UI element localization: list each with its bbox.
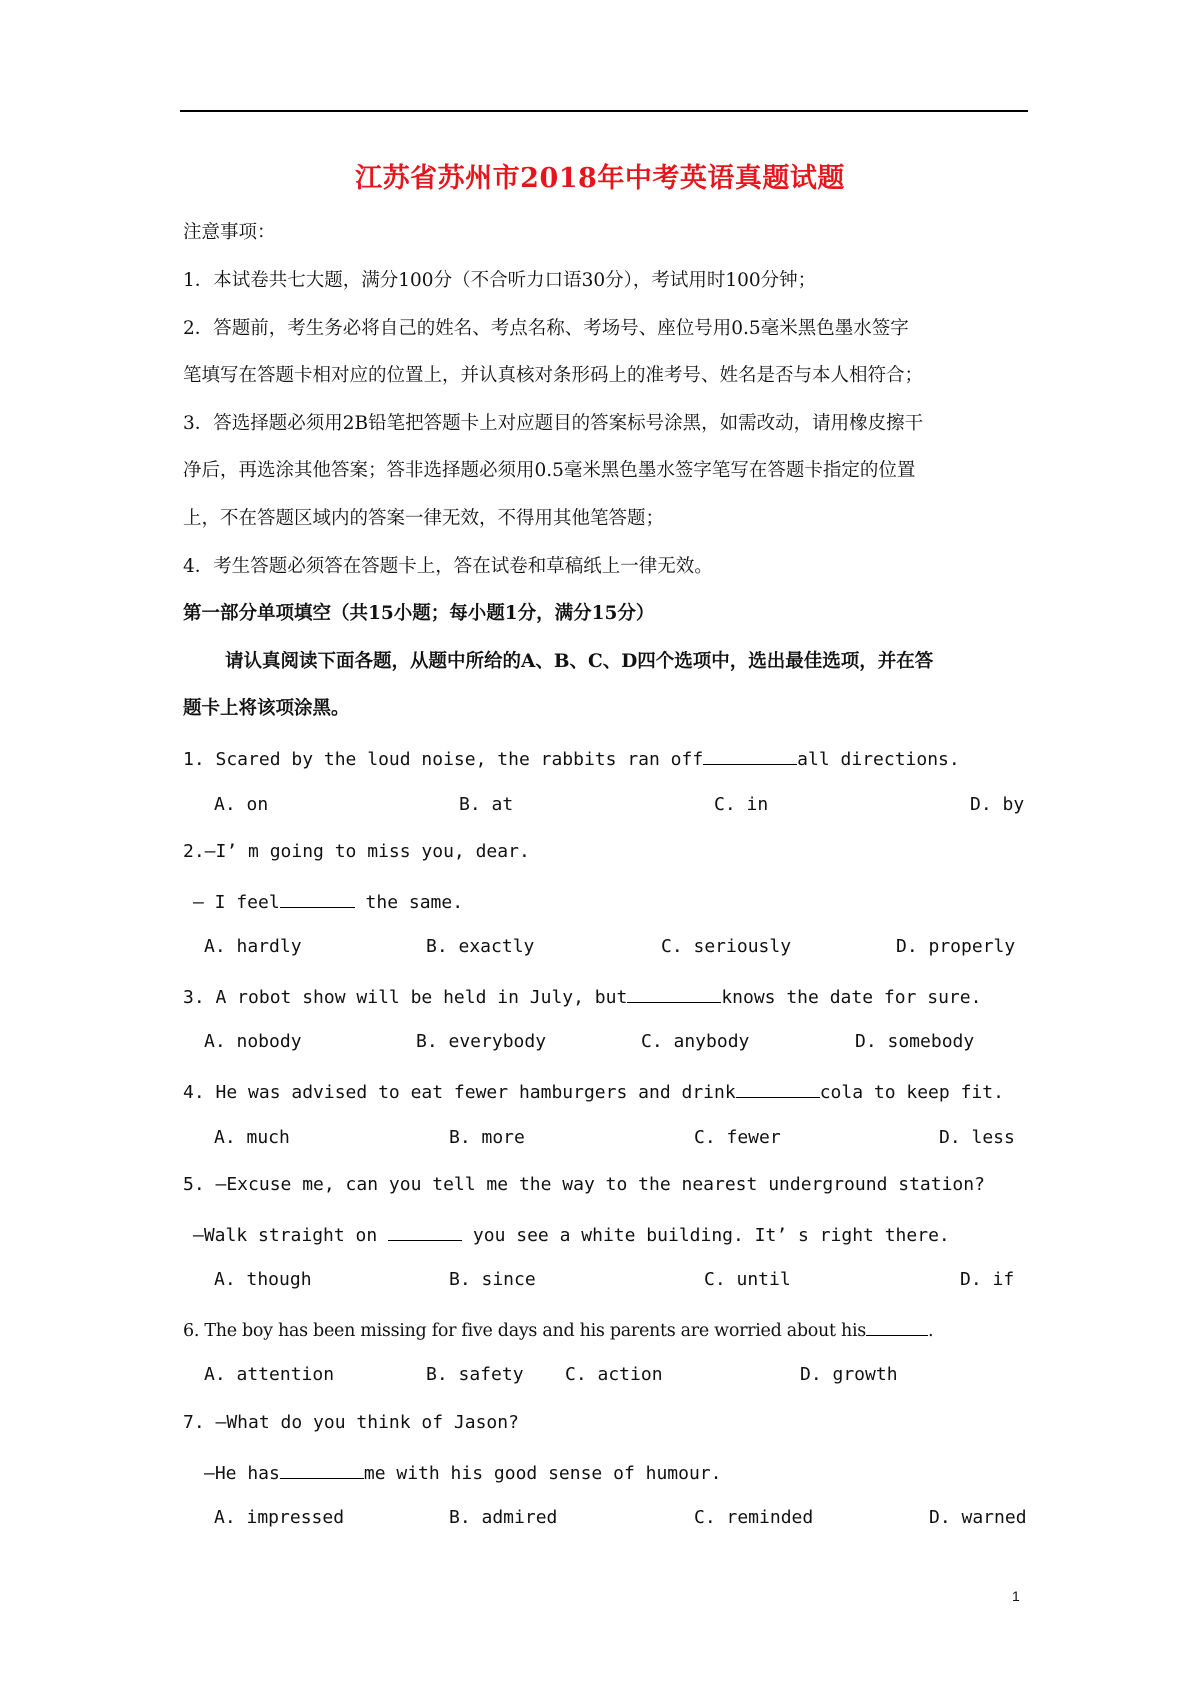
question-5-stem: 5. —Excuse me, can you tell me the way to the nearest underground station? xyxy=(183,1174,985,1195)
answer-blank[interactable] xyxy=(703,748,797,765)
question-2-stem: 2.—I’ m going to miss you, dear. xyxy=(183,841,530,862)
q3-option-d[interactable]: D. somebody xyxy=(855,1031,975,1052)
q2-option-a[interactable]: A. hardly xyxy=(204,936,302,957)
question-5-reply-start: —Walk straight on xyxy=(193,1225,389,1246)
q5-option-a[interactable]: A. though xyxy=(214,1269,312,1290)
page-title: 江苏省苏州市2018年中考英语真题试题 xyxy=(355,163,845,194)
q2-option-b[interactable]: B. exactly xyxy=(426,936,535,957)
notice-line-2a: 2．答题前，考生务必将自己的姓名、考点名称、考场号、座位号用0.5毫米黑色墨水签字 xyxy=(183,318,909,339)
section-instruction-a: 请认真阅读下面各题，从题中所给的A、B、C、D四个选项中，选出最佳选项，并在答 xyxy=(225,651,934,672)
question-7-reply xyxy=(204,1462,721,1483)
header-rule xyxy=(180,110,1028,112)
question-4-stem: 4. He was advised to eat fewer hamburgers and drink xyxy=(183,1082,736,1103)
q5-option-c[interactable]: C. until xyxy=(704,1269,791,1290)
q1-option-c[interactable]: C. in xyxy=(714,794,769,815)
notice-line-4: 4．考生答题必须答在答题卡上，答在试卷和草稿纸上一律无效。 xyxy=(183,556,713,577)
section-heading: 第一部分单项填空（共15小题；每小题1分，满分15分） xyxy=(183,603,655,624)
q7-option-b[interactable]: B. admired xyxy=(449,1507,558,1528)
question-5-reply-end: you see a white building. It’ s right there. xyxy=(462,1225,950,1246)
notice-line-1: 1．本试卷共七大题，满分100分（不合听力口语30分），考试用时100分钟； xyxy=(183,270,817,291)
question-6-rest: . xyxy=(927,1321,934,1341)
question-3-rest: knows the date for sure. xyxy=(721,987,982,1008)
q1-option-d[interactable]: D. by xyxy=(970,794,1025,815)
notice-line-3a: 3．答选择题必须用2B铅笔把答题卡上对应题目的答案标号涂黑，如需改动，请用橡皮擦干 xyxy=(183,413,924,434)
question-2-reply xyxy=(193,891,463,912)
q3-option-b[interactable]: B. everybody xyxy=(416,1031,547,1052)
answer-blank[interactable] xyxy=(280,1462,364,1479)
q6-option-b[interactable]: B. safety xyxy=(426,1364,524,1385)
question-3-stem: 3. A robot show will be held in July, but xyxy=(183,987,628,1008)
section-instruction-b: 题卡上将该项涂黑。 xyxy=(183,698,350,719)
q6-option-d[interactable]: D. growth xyxy=(800,1364,898,1385)
question-4 xyxy=(183,1081,1004,1102)
q7-option-a[interactable]: A. impressed xyxy=(214,1507,345,1528)
q1-option-a[interactable]: A. on xyxy=(214,794,269,815)
page-number: 1 xyxy=(1012,1588,1020,1604)
question-5-reply xyxy=(193,1224,950,1245)
answer-blank[interactable] xyxy=(736,1081,820,1098)
q3-option-c[interactable]: C. anybody xyxy=(641,1031,750,1052)
notice-line-2b: 笔填写在答题卡相对应的位置上，并认真核对条形码上的准考号、姓名是否与本人相符合； xyxy=(183,365,924,386)
answer-blank[interactable] xyxy=(866,1319,928,1336)
q3-option-a[interactable]: A. nobody xyxy=(204,1031,302,1052)
q4-option-b[interactable]: B. more xyxy=(449,1127,525,1148)
question-4-rest: cola to keep fit. xyxy=(819,1082,1004,1103)
answer-blank[interactable] xyxy=(388,1224,462,1241)
question-6-stem: 6. The boy has been missing for five days and his parents are worried about his xyxy=(183,1321,866,1341)
question-1-stem: 1. Scared by the loud noise, the rabbits ran off xyxy=(183,749,704,770)
question-2-reply-start: — I feel xyxy=(193,892,280,913)
q4-option-a[interactable]: A. much xyxy=(214,1127,290,1148)
q2-option-d[interactable]: D. properly xyxy=(896,936,1016,957)
question-6 xyxy=(183,1319,933,1341)
question-7-stem: 7. —What do you think of Jason? xyxy=(183,1412,519,1433)
question-2-reply-end: the same. xyxy=(354,892,464,913)
q5-option-b[interactable]: B. since xyxy=(449,1269,536,1290)
question-1 xyxy=(183,748,960,769)
q2-option-c[interactable]: C. seriously xyxy=(661,936,792,957)
question-1-rest: all directions. xyxy=(797,749,960,770)
notice-line-3c: 上，不在答题区域内的答案一律无效，不得用其他笔答题； xyxy=(183,508,665,529)
q7-option-c[interactable]: C. reminded xyxy=(694,1507,814,1528)
question-3 xyxy=(183,986,981,1007)
q5-option-d[interactable]: D. if xyxy=(960,1269,1015,1290)
answer-blank[interactable] xyxy=(627,986,721,1003)
notice-heading: 注意事项： xyxy=(183,222,276,243)
q6-option-c[interactable]: C. action xyxy=(565,1364,663,1385)
q7-option-d[interactable]: D. warned xyxy=(929,1507,1027,1528)
notice-line-3b: 净后，再选涂其他答案；答非选择题必须用0.5毫米黑色墨水签字笔写在答题卡指定的位置 xyxy=(183,460,916,481)
question-7-reply-start: —He has xyxy=(204,1463,280,1484)
question-7-reply-end: me with his good sense of humour. xyxy=(363,1463,722,1484)
answer-blank[interactable] xyxy=(280,891,355,908)
q4-option-c[interactable]: C. fewer xyxy=(694,1127,781,1148)
q1-option-b[interactable]: B. at xyxy=(459,794,514,815)
q6-option-a[interactable]: A. attention xyxy=(204,1364,335,1385)
q4-option-d[interactable]: D. less xyxy=(939,1127,1015,1148)
